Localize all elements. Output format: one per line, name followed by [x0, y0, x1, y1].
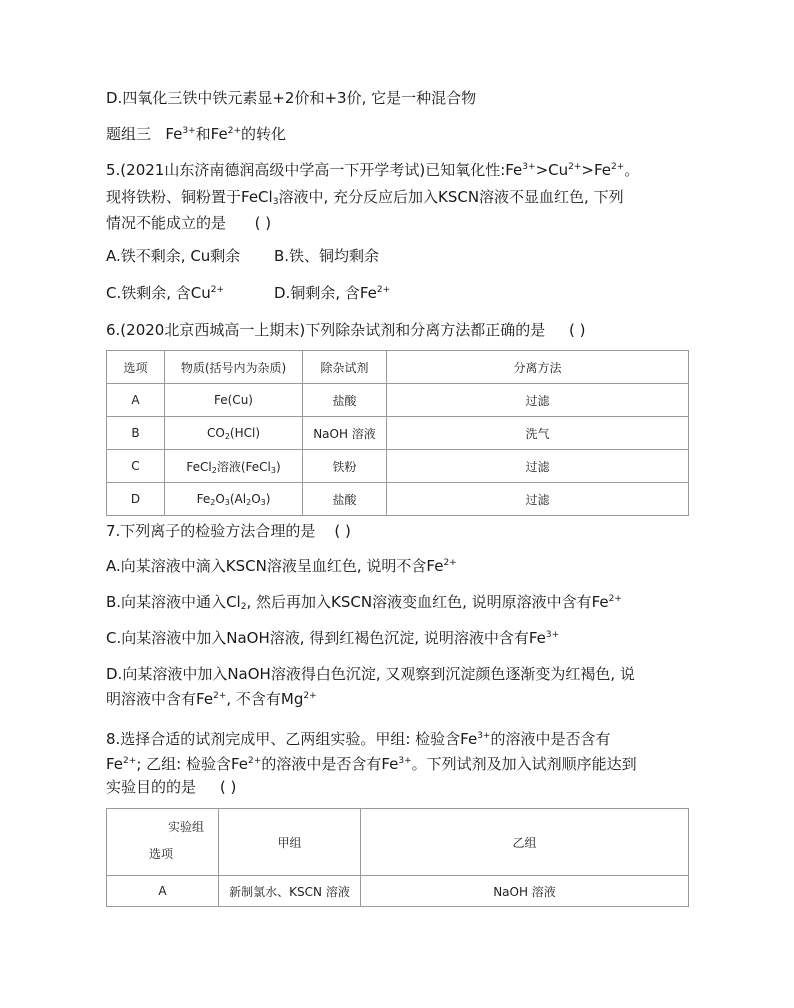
q5-option-a: A.铁不剩余, Cu剩余	[106, 247, 241, 265]
table-header-row	[107, 351, 689, 384]
q5-option-b: B.铁、铜均剩余	[274, 247, 380, 265]
table-row: D $Fe_2O_3(Al_2O_3)$ 盐酸 过滤	[107, 483, 689, 516]
answer-bracket: ( )	[334, 522, 351, 540]
q8-table	[106, 808, 689, 907]
table-header: 除杂试剂	[303, 351, 387, 384]
q5-stem-line1: 5.(2021山东济南德润高级中学高一下开学考试)已知氧化性$:Fe^{3+}>Cu^{2+}>Fe^{2+}$。	[106, 161, 640, 179]
q8-stem-line1: 8.选择合适的试剂完成甲、乙两组实验。甲组: 检验含$Fe^{3+}$的溶液中是否含有	[106, 730, 611, 748]
group-heading: 题组三 $Fe^{3+}$和$Fe^{2+}$的转化	[106, 125, 287, 143]
q6-stem: 6.(2020北京西城高一上期末)下列除杂试剂和分离方法都正确的是 ( )	[106, 321, 586, 339]
q7-option-d: D.向某溶液中加入NaOH溶液得白色沉淀, 又观察到沉淀颜色逐渐变为红褐色, 说	[106, 665, 635, 683]
table-header: 选项	[107, 351, 165, 384]
q5-stem-line2: 现将铁粉、铜粉置于FeCl$_3$溶液中, 充分反应后加入KSCN溶液不显血红色, 下列	[106, 188, 624, 207]
q7-stem: 7.下列离子的检验方法合理的是 ( )	[106, 522, 351, 540]
table-corner-cell: 实验组 选项	[107, 809, 219, 876]
q6-table	[106, 350, 689, 516]
q7-option-c: C.向某溶液中加入NaOH溶液, 得到红褐色沉淀, 说明溶液中含有$Fe^{3+}$	[106, 629, 560, 647]
q8-stem-line3: 实验目的的是 ( )	[106, 778, 237, 796]
q5-option-c: C.铁剩余, 含$Cu^{2+}$	[106, 284, 225, 302]
q5-stem-line3: 情况不能成立的是 ( )	[106, 214, 272, 232]
answer-bracket: ( )	[219, 778, 237, 796]
answer-bracket: ( )	[569, 321, 586, 339]
q7-option-d-cont: 明溶液中含有$Fe^{2+}$, 不含有$Mg^{2+}$	[106, 690, 317, 708]
q7-option-a: A.向某溶液中滴入KSCN溶液呈血红色, 说明不含$Fe^{2+}$	[106, 557, 457, 575]
table-row: B $CO_2(HCl)$ NaOH 溶液 洗气	[107, 417, 689, 450]
table-header: 分离方法	[387, 351, 689, 384]
table-row: A Fe(Cu) 盐酸 过滤	[107, 384, 689, 417]
q4-option-d: D.四氧化三铁中铁元素显+2价和+3价, 它是一种混合物	[106, 89, 477, 107]
q7-option-b: B.向某溶液中通入$Cl_2$, 然后再加入KSCN溶液变血红色, 说明原溶液中含有$Fe^{2+}$	[106, 593, 622, 612]
table-header: 乙组	[361, 809, 689, 876]
table-header: 物质(括号内为杂质)	[165, 351, 303, 384]
table-row: A 新制氯水、KSCN 溶液 NaOH 溶液	[107, 876, 689, 907]
answer-bracket: ( )	[254, 214, 272, 232]
q5-option-d: D.铜剩余, 含$Fe^{2+}$	[274, 284, 391, 302]
table-header: 甲组	[219, 809, 361, 876]
table-row: C FeCl$_2$溶液(FeCl$_3$) 铁粉 过滤	[107, 450, 689, 483]
table-header-row	[107, 809, 689, 876]
q8-stem-line2: $Fe^{2+}$; 乙组: 检验含$Fe^{2+}$的溶液中是否含有$Fe^{3+}$。下列试剂及加入试剂顺序能达到	[106, 755, 637, 773]
